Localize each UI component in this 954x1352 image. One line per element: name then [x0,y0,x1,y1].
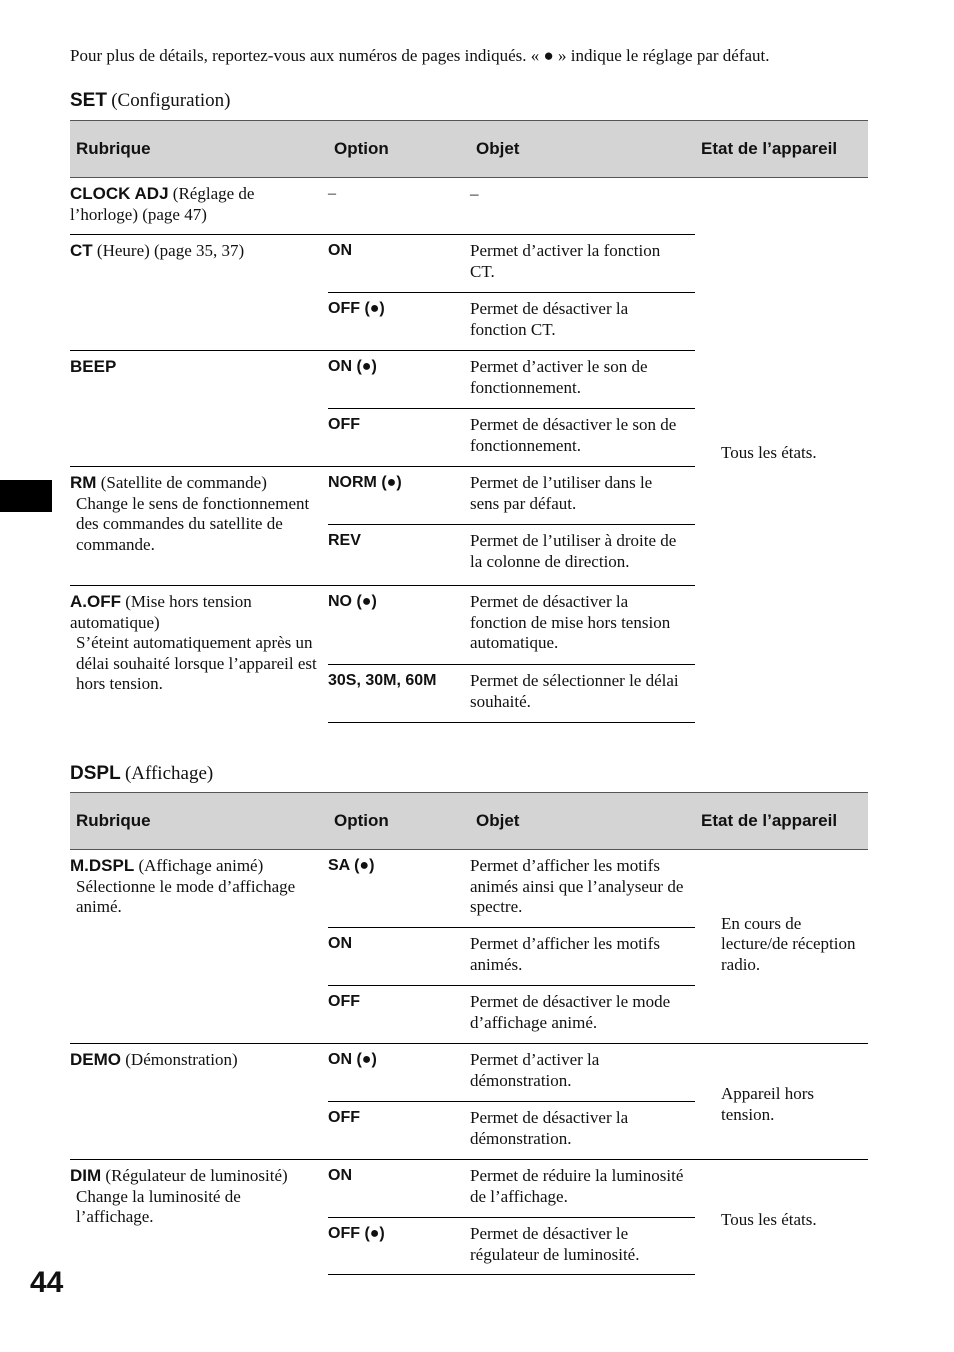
rubrique-cell: CLOCK ADJ (Réglage de l’horloge) (page 47) [70,184,255,224]
option-cell: – [328,185,336,202]
rubrique-cell: BEEP [70,351,328,467]
objet-cell: Permet d’activer la fonction CT. [470,235,695,293]
section-title-dspl [70,763,213,785]
option-cell: REV [328,525,470,586]
table-header [70,793,868,850]
objet-cell: Permet de désactiver la démonstration. [470,1102,695,1160]
table-row [70,850,868,928]
objet-cell: Permet d’activer la démonstration. [470,1044,695,1102]
intro-text: Pour plus de détails, reportez-vous aux numéros de pages indiqués. « ● » indique le réglage par défaut. [70,46,770,65]
set-table [70,120,868,723]
option-cell: SA (●) [328,857,375,874]
rubrique-cell: DIM (Régulateur de luminosité) Change la luminosité de l’affichage. [70,1160,328,1275]
option-cell: OFF (●) [328,1218,470,1275]
header-option: Option [328,121,470,178]
section-code: DSPL [70,763,121,784]
option-cell: ON [328,928,470,986]
table-row [70,178,868,235]
objet-cell: Permet de l’utiliser à droite de la colonne de direction. [470,525,695,586]
rubrique-cell: DEMO (Démonstration) [70,1044,328,1160]
page-number: 44 [30,1266,64,1299]
rubrique-cell: M.DSPL (Affichage animé) Sélectionne le mode d’affichage animé. [70,856,296,916]
option-cell: ON [328,235,470,293]
option-cell: OFF [328,986,470,1044]
etat-cell: En cours de lecture/de réception radio. [721,913,856,974]
section-code: SET [70,90,107,111]
header-etat: Etat de l’appareil [695,121,868,178]
objet-cell: – [470,184,479,203]
objet-cell: Permet de désactiver le son de fonctionnement. [470,409,695,467]
objet-cell: Permet de désactiver la fonction de mise hors tension automatique. [470,586,695,665]
objet-cell: Permet de désactiver la fonction CT. [470,293,695,351]
option-cell: ON [328,1160,470,1218]
objet-cell: Permet de désactiver le mode d’affichage animé. [470,986,695,1044]
etat-cell: Appareil hors tension. [695,1044,868,1160]
table-header [70,121,868,178]
etat-cell: Tous les états. [695,1160,868,1275]
option-cell: OFF [328,1102,470,1160]
side-tab-marker [0,480,52,512]
table-row [70,1044,868,1102]
option-cell: NO (●) [328,586,470,665]
header-option: Option [328,793,470,850]
objet-cell: Permet de réduire la luminosité de l’affichage. [470,1160,695,1218]
option-cell: ON (●) [328,1044,470,1102]
header-rubrique: Rubrique [70,793,328,850]
objet-cell: Permet d’afficher les motifs animés ainsi que l’analyseur de spectre. [470,856,684,916]
objet-cell: Permet de l’utiliser dans le sens par défaut. [470,467,695,525]
objet-cell: Permet d’afficher les motifs animés. [470,928,695,986]
header-etat: Etat de l’appareil [695,793,868,850]
objet-cell: Permet de sélectionner le délai souhaité. [470,665,695,723]
option-cell: OFF [328,409,470,467]
option-cell: ON (●) [328,351,470,409]
rubrique-cell: CT (Heure) (page 35, 37) [70,235,328,351]
dspl-table [70,792,868,1275]
etat-cell: Tous les états. [721,443,817,462]
objet-cell: Permet d’activer le son de fonctionnement. [470,351,695,409]
option-cell: OFF (●) [328,293,470,351]
section-title-set [70,90,230,112]
rubrique-cell: RM (Satellite de commande) Change le sens de fonctionnement des commandes du satellite de commande. [70,467,328,586]
option-cell: NORM (●) [328,467,470,525]
rubrique-cell: A.OFF (Mise hors tension automatique) S’éteint automatiquement après un délai souhaité lorsque l’appareil est hors tension. [70,586,328,723]
objet-cell: Permet de désactiver le régulateur de luminosité. [470,1218,695,1275]
option-cell: 30S, 30M, 60M [328,665,470,723]
section-name: (Affichage) [124,763,214,784]
header-objet: Objet [470,793,695,850]
table-row [70,1160,868,1218]
header-objet: Objet [470,121,695,178]
header-rubrique: Rubrique [70,121,328,178]
section-name: (Configuration) [111,90,231,111]
